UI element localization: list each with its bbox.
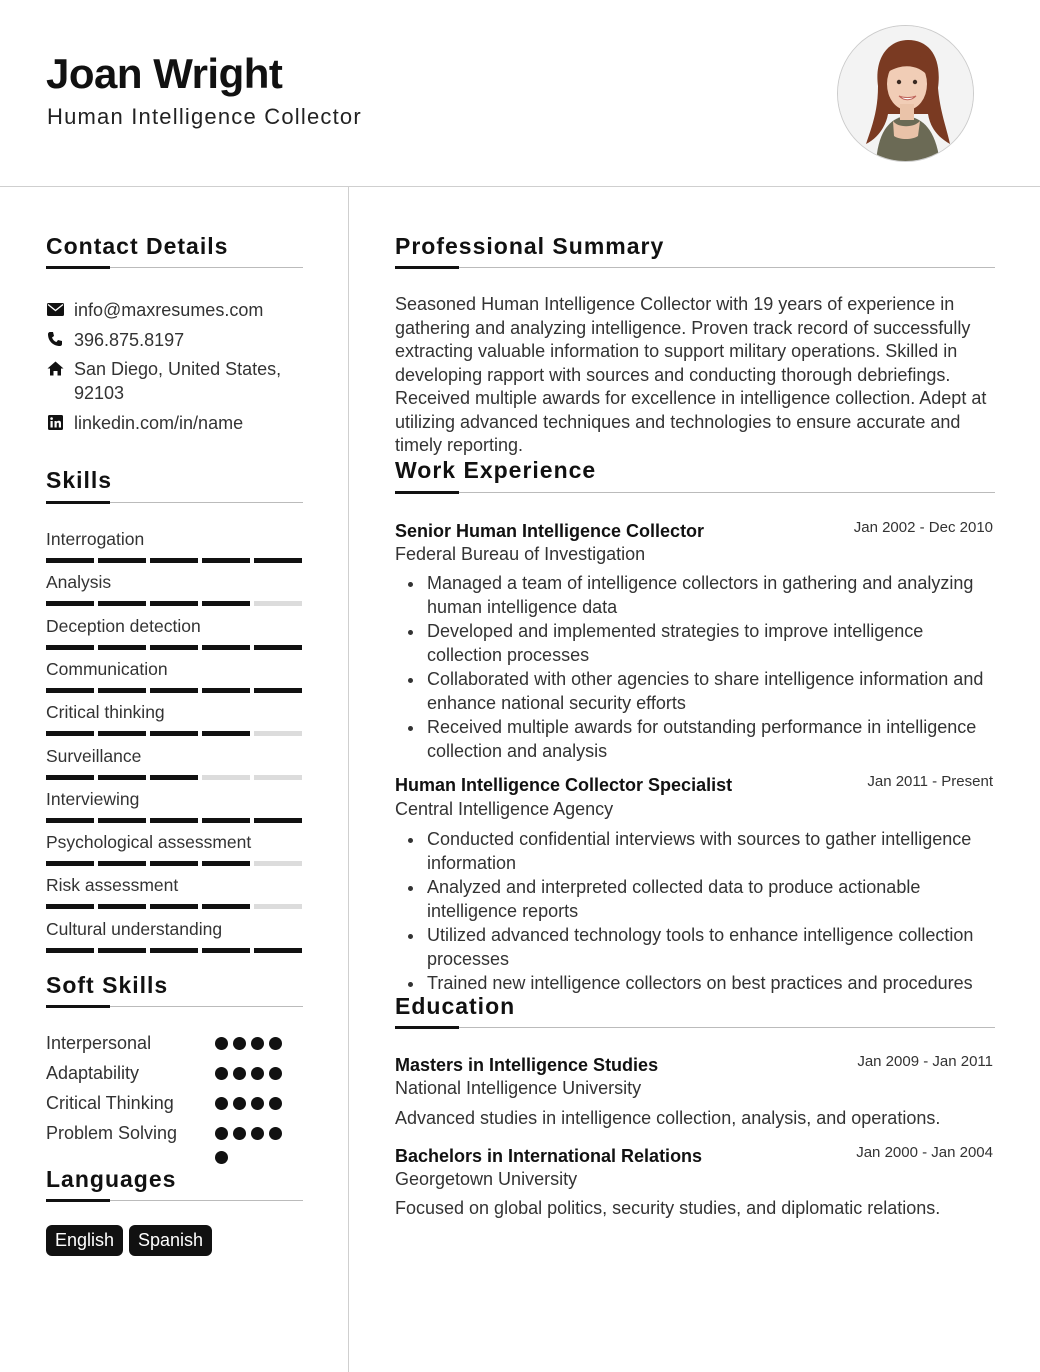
skill-level-segment: [46, 861, 94, 866]
skill-level-segment: [202, 645, 250, 650]
degree-description: Advanced studies in intelligence collection, analysis, and operations.: [395, 1108, 941, 1128]
skill-label: Psychological assessment: [46, 832, 252, 852]
soft-skill-label: Adaptability: [46, 1063, 140, 1083]
skill-level-bar: [46, 645, 302, 650]
job-dates: Jan 2011 - Present: [867, 773, 993, 790]
education-heading: Education: [395, 993, 516, 1019]
skill-level-segment: [150, 731, 198, 736]
language-chip: English: [46, 1225, 123, 1256]
soft-skill-label: Problem Solving: [46, 1123, 178, 1143]
skill-level-segment: [254, 731, 302, 736]
soft-skill-label: Critical Thinking: [46, 1093, 174, 1113]
skill-level-segment: [254, 818, 302, 823]
skill-level-segment: [202, 731, 250, 736]
contact-heading: Contact Details: [46, 233, 229, 259]
skill-level-segment: [150, 558, 198, 563]
avatar: [837, 25, 974, 162]
job-bullet: Analyzed and interpreted collected data to produce actionable intelligence reports: [427, 876, 997, 923]
skill-level-segment: [98, 601, 146, 606]
soft-skill-rating: [215, 1067, 282, 1080]
skill-label: Surveillance: [46, 746, 142, 766]
contact-linkedin[interactable]: [46, 411, 304, 435]
job-bullet: Trained new intelligence collectors on best practices and procedures: [427, 972, 997, 996]
skill-level-segment: [98, 558, 146, 563]
soft-skill-rating: [215, 1127, 282, 1140]
summary-text: Seasoned Human Intelligence Collector with 19 years of experience in gathering and analyzing intelligence. Proven track record of successfully extracting valuable information to support military operations. Skilled in developing rapport with sources and conducting thorough debriefings. Received multiple awards for excellence in intelligence collection. Adept at utilizing advanced techniques and technologies to ensure accurate and timely reporting.: [395, 294, 987, 455]
skill-level-bar: [46, 818, 302, 823]
skill-level-bar: [46, 775, 302, 780]
skill-level-segment: [46, 775, 94, 780]
language-chip: Spanish: [129, 1225, 212, 1256]
skill-level-segment: [98, 775, 146, 780]
skill-level-segment: [98, 688, 146, 693]
skill-level-bar: [46, 731, 302, 736]
soft-skill-rating: [215, 1037, 282, 1050]
skill-label: Cultural understanding: [46, 919, 223, 939]
job-bullet: Conducted confidential interviews with sources to gather intelligence information: [427, 828, 997, 875]
contact-address-text: San Diego, United States, 92103: [74, 359, 282, 403]
skill-level-segment: [254, 601, 302, 606]
skills-heading: Skills: [46, 467, 113, 493]
languages-heading: Languages: [46, 1166, 177, 1192]
contact-address: [46, 357, 304, 405]
soft-skill-label: Interpersonal: [46, 1033, 152, 1053]
job-bullets: [427, 828, 997, 997]
skill-level-segment: [254, 645, 302, 650]
skill-level-segment: [98, 731, 146, 736]
job-bullet: Received multiple awards for outstanding performance in intelligence collection and analysis: [427, 716, 997, 763]
skill-level-segment: [46, 818, 94, 823]
linkedin-icon: [46, 413, 64, 431]
skill-level-segment: [202, 601, 250, 606]
skill-level-segment: [98, 645, 146, 650]
skill-level-segment: [46, 688, 94, 693]
skill-level-segment: [98, 948, 146, 953]
contact-accent: [46, 266, 110, 269]
summary-divider: [395, 267, 995, 268]
skill-level-bar: [46, 558, 302, 563]
skill-level-bar: [46, 601, 302, 606]
summary-heading: Professional Summary: [395, 233, 665, 259]
skill-level-segment: [150, 861, 198, 866]
skill-label: Analysis: [46, 572, 112, 592]
candidate-title: Human Intelligence Collector: [47, 104, 362, 129]
job-bullet: Collaborated with other agencies to share intelligence information and enhance national security efforts: [427, 668, 997, 715]
skill-level-segment: [254, 558, 302, 563]
job-bullets: [427, 572, 997, 764]
degree-title: Masters in Intelligence Studies: [395, 1055, 659, 1075]
skill-level-segment: [254, 904, 302, 909]
school-name: National Intelligence University: [395, 1078, 642, 1098]
skill-level-segment: [202, 904, 250, 909]
experience-accent: [395, 491, 459, 494]
skill-level-segment: [98, 904, 146, 909]
skill-level-segment: [202, 688, 250, 693]
skill-level-segment: [150, 948, 198, 953]
degree-description: Focused on global politics, security studies, and diplomatic relations.: [395, 1198, 941, 1218]
job-title: Senior Human Intelligence Collector: [395, 521, 705, 541]
skill-level-segment: [46, 948, 94, 953]
education-divider: [395, 1027, 995, 1028]
home-icon: [46, 359, 64, 377]
soft-skill-rating: [215, 1097, 282, 1110]
job-bullet: Managed a team of intelligence collectors in gathering and analyzing human intelligence data: [427, 572, 997, 619]
soft-skills-accent: [46, 1005, 110, 1008]
skill-level-segment: [46, 558, 94, 563]
skill-level-segment: [46, 904, 94, 909]
skill-level-segment: [202, 775, 250, 780]
skill-label: Interviewing: [46, 789, 140, 809]
skill-level-segment: [202, 861, 250, 866]
experience-heading: Work Experience: [395, 457, 597, 483]
skill-level-segment: [150, 818, 198, 823]
skill-label: Interrogation: [46, 529, 145, 549]
skill-level-segment: [150, 601, 198, 606]
skill-level-bar: [46, 904, 302, 909]
skill-level-bar: [46, 948, 302, 953]
contact-phone[interactable]: [46, 328, 304, 352]
contact-phone-text: 396.875.8197: [74, 330, 185, 350]
skill-label: Critical thinking: [46, 702, 165, 722]
skill-level-segment: [150, 775, 198, 780]
skills-accent: [46, 501, 110, 504]
skill-level-segment: [254, 688, 302, 693]
soft-skill-rating-overflow: [215, 1151, 228, 1164]
job-bullet: Utilized advanced technology tools to enhance intelligence collection processes: [427, 924, 997, 971]
skill-level-segment: [254, 948, 302, 953]
portrait-image: [838, 26, 974, 162]
skill-level-segment: [202, 558, 250, 563]
education-accent: [395, 1026, 459, 1029]
contact-linkedin-text: linkedin.com/in/name: [74, 413, 244, 433]
degree-title: Bachelors in International Relations: [395, 1146, 703, 1166]
skill-level-segment: [98, 861, 146, 866]
skill-level-segment: [46, 645, 94, 650]
skill-level-segment: [46, 731, 94, 736]
experience-divider: [395, 492, 995, 493]
skill-level-bar: [46, 861, 302, 866]
column-divider: [348, 187, 349, 1372]
skill-level-segment: [254, 861, 302, 866]
job-organization: Central Intelligence Agency: [395, 799, 614, 819]
candidate-name: Joan Wright: [46, 50, 283, 97]
soft-skills-heading: Soft Skills: [46, 972, 169, 998]
skill-level-segment: [202, 948, 250, 953]
job-bullet: Developed and implemented strategies to improve intelligence collection processes: [427, 620, 997, 667]
skill-level-segment: [150, 904, 198, 909]
skill-label: Deception detection: [46, 616, 201, 636]
job-dates: Jan 2002 - Dec 2010: [853, 519, 993, 536]
envelope-icon: [46, 300, 64, 318]
phone-icon: [46, 330, 64, 348]
skill-level-segment: [46, 601, 94, 606]
skill-label: Risk assessment: [46, 875, 179, 895]
job-organization: Federal Bureau of Investigation: [395, 544, 646, 564]
languages-accent: [46, 1199, 110, 1202]
job-title: Human Intelligence Collector Specialist: [395, 775, 733, 795]
skill-level-bar: [46, 688, 302, 693]
skill-label: Communication: [46, 659, 168, 679]
degree-dates: Jan 2009 - Jan 2011: [857, 1053, 993, 1070]
skill-level-segment: [150, 645, 198, 650]
skill-level-segment: [98, 818, 146, 823]
resume-header: [0, 0, 1040, 187]
skill-level-segment: [254, 775, 302, 780]
skill-level-segment: [202, 818, 250, 823]
degree-dates: Jan 2000 - Jan 2004: [856, 1144, 993, 1161]
skill-level-segment: [150, 688, 198, 693]
school-name: Georgetown University: [395, 1169, 578, 1189]
contact-email-text: info@maxresumes.com: [74, 300, 264, 320]
contact-email[interactable]: [46, 298, 304, 322]
summary-accent: [395, 266, 459, 269]
